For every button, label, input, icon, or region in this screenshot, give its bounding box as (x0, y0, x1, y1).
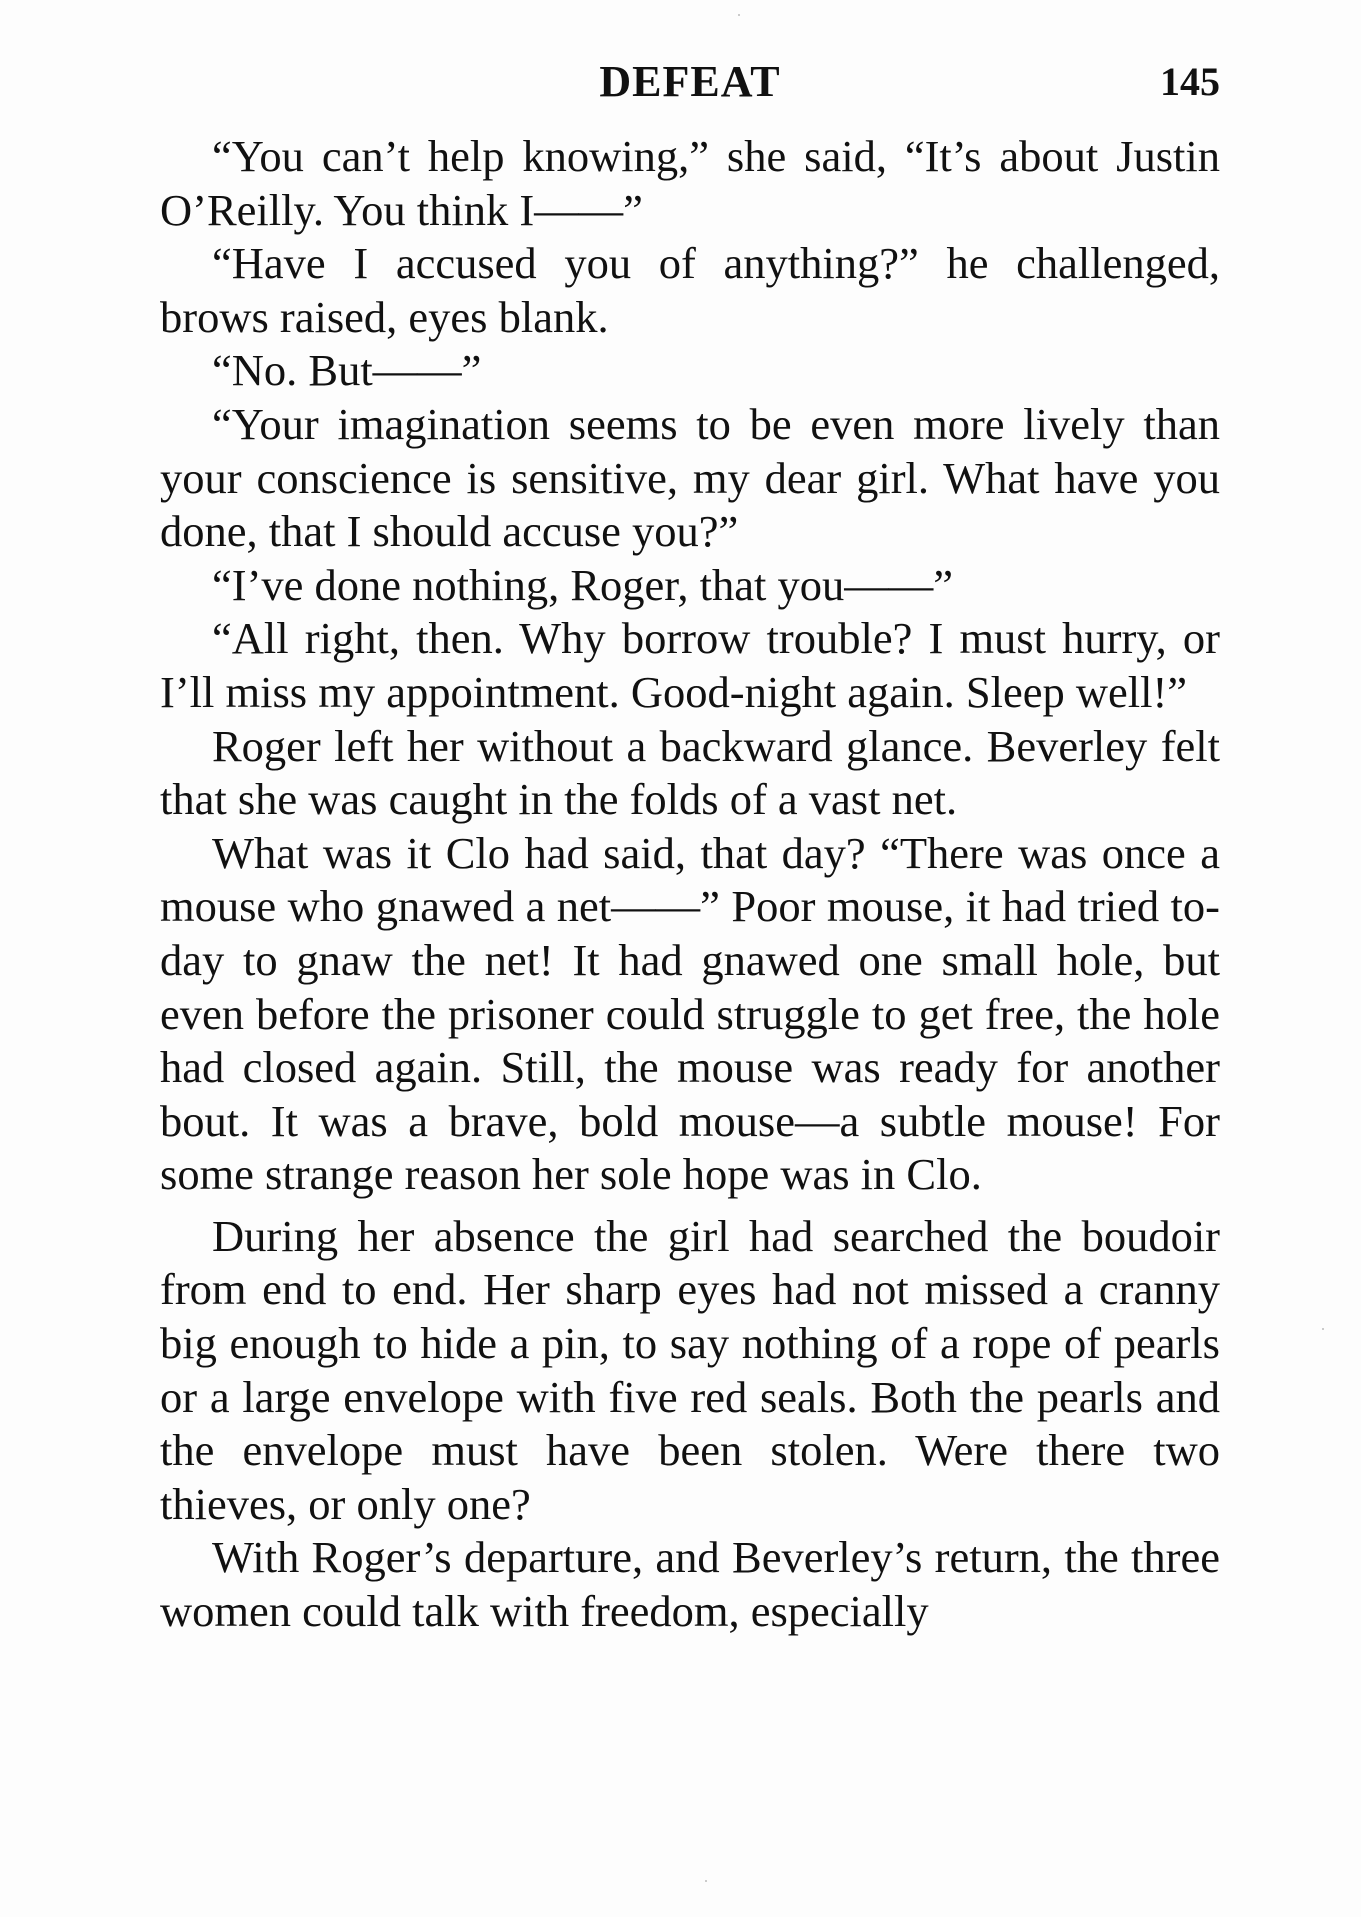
paper-speck (1322, 1328, 1324, 1330)
paragraph: With Roger’s departure, and Beverley’s return, the three women could talk with freedom, especially (160, 1532, 1220, 1637)
paragraph: “I’ve done nothing, Roger, that you——” (212, 559, 953, 610)
paragraph: “No. But——” (212, 345, 482, 396)
page-number: 145 (1160, 59, 1220, 104)
paragraph: What was it Clo had said, that day? “There was once a mouse who gnawed a net——” Poor mouse, it had tried to-day to gnaw the net! It had gnawed one small hole, but even before the prisoner could struggle to get free, the hole had closed again. Still, the mouse was ready for another bout. It was a brave, bold mouse—a subtle mouse! For some strange reason her sole hope was in Clo. (160, 827, 1220, 1200)
paragraph: “You can’t help knowing,” she said, “It’s about Justin O’Reilly. You think I——” (160, 131, 1220, 235)
paragraph: Roger left her without a backward glance. Beverley felt that she was caught in the folds of a vast net. (160, 720, 1220, 825)
paragraph: “Have I accused you of anything?” he challenged, brows raised, eyes blank. (160, 238, 1220, 342)
body-text (160, 130, 1220, 1639)
paragraph: “Your imagination seems to be even more lively than your conscience is sensitive, my dear girl. What have you done, that I should accuse you?” (160, 398, 1220, 557)
paper-speck (738, 14, 740, 16)
chapter-title: DEFEAT (599, 57, 781, 106)
paragraph: During her absence the girl had searched the boudoir from end to end. Her sharp eyes had not missed a cranny big enough to hide a pin, to say nothing of a rope of pearls or a large envelope with five red seals. Both the pearls and the envelope must have been stolen. Were there two thieves, or only one? (160, 1210, 1220, 1529)
paragraph: “All right, then. Why borrow trouble? I must hurry, or I’ll miss my appointment. Good-night again. Sleep well!” (160, 613, 1220, 717)
running-head (160, 52, 1220, 112)
paper-speck (705, 1880, 707, 1882)
